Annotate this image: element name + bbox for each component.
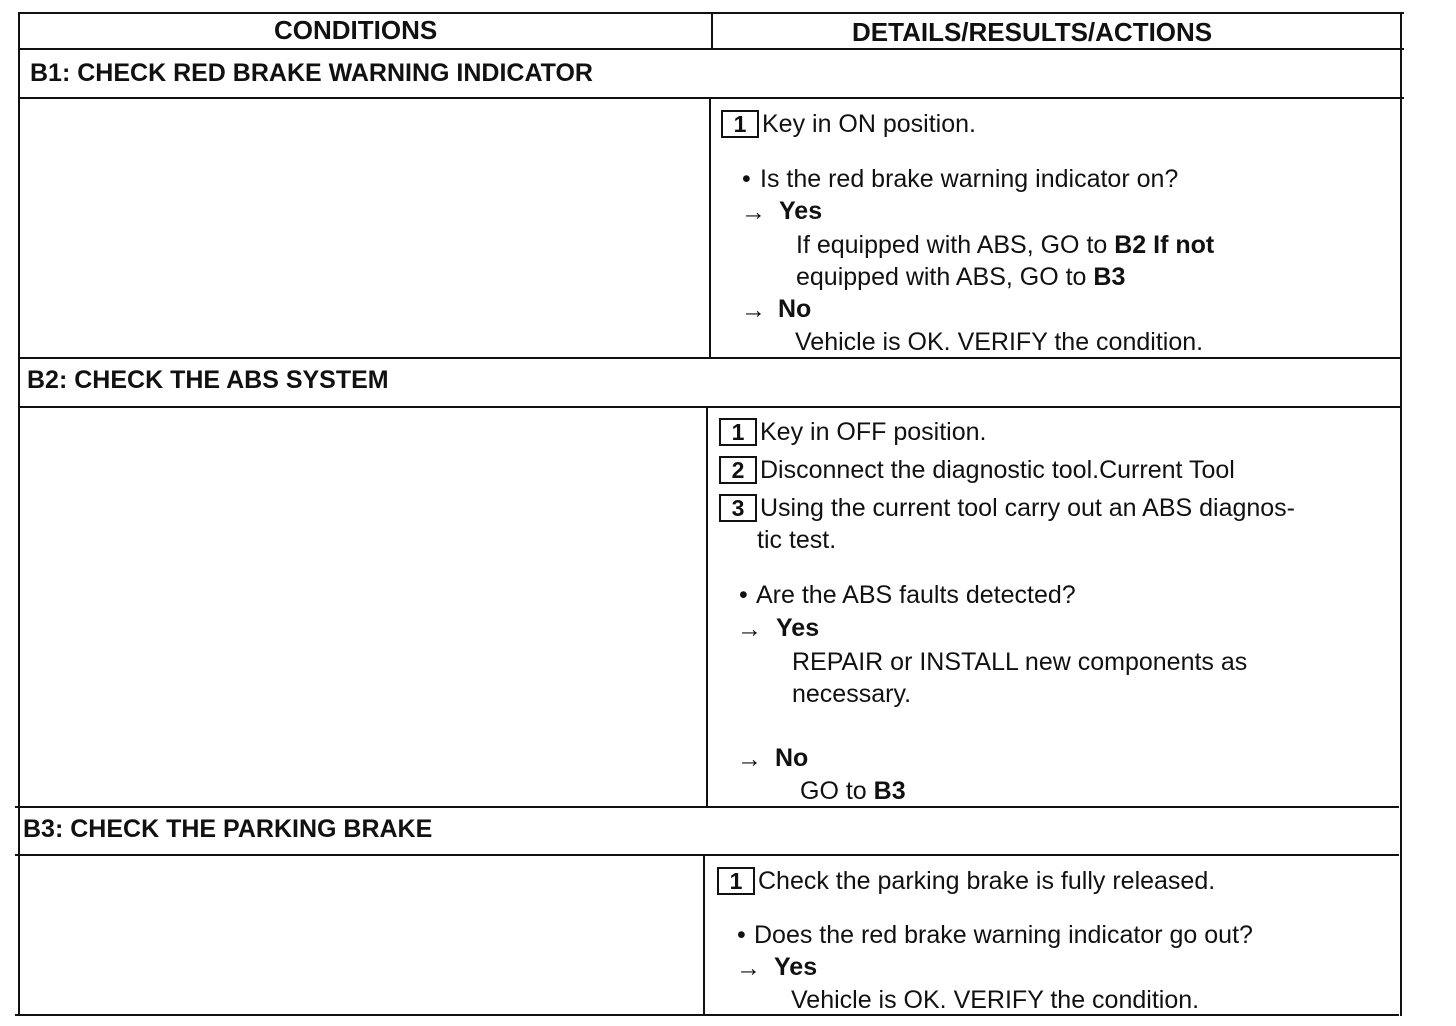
- step-number-box: 3: [719, 494, 757, 522]
- yes-label: Yes: [779, 197, 823, 225]
- rule-mid-b2: [706, 406, 708, 808]
- yes-action-text: If equipped with ABS, GO to: [796, 231, 1115, 259]
- rule-mid-b3: [703, 854, 705, 1016]
- step-text: Disconnect the diagnostic tool.Current Tool: [760, 456, 1235, 484]
- section-title-b2: B2: CHECK THE ABS SYSTEM: [27, 366, 389, 394]
- goto-ref: B3: [1093, 263, 1126, 291]
- column-header-conditions: CONDITIONS: [274, 15, 438, 45]
- bullet-icon: •: [742, 165, 751, 193]
- yes-label: Yes: [776, 614, 820, 642]
- question-text: Is the red brake warning indicator on?: [760, 165, 1179, 193]
- no-action-text: Vehicle is OK. VERIFY the condition.: [795, 328, 1204, 356]
- step-number-box: 2: [719, 456, 757, 484]
- arrow-right-icon: →: [737, 745, 762, 773]
- step-text: Check the parking brake is fully released.: [758, 867, 1216, 895]
- no-action-line: [800, 775, 906, 807]
- question-text: Are the ABS faults detected?: [756, 581, 1076, 609]
- no-action-text: GO to: [800, 777, 874, 805]
- no-label: No: [778, 295, 812, 323]
- step-text: Key in ON position.: [762, 110, 976, 138]
- step-text-continued: tic test.: [757, 526, 837, 554]
- section-title-b3: B3: CHECK THE PARKING BRAKE: [23, 815, 433, 843]
- yes-action-text: REPAIR or INSTALL new components as: [792, 648, 1248, 676]
- yes-action-text: necessary.: [792, 680, 912, 708]
- question-text: Does the red brake warning indicator go out?: [754, 921, 1253, 949]
- arrow-right-icon: →: [741, 296, 766, 324]
- rule-mid-header: [711, 12, 713, 50]
- goto-ref: B2: [1114, 231, 1147, 259]
- yes-action-line: [796, 261, 1125, 293]
- yes-action-text: equipped with ABS, GO to: [796, 263, 1094, 291]
- arrow-right-icon: →: [736, 954, 761, 982]
- section-title-b1: B1: CHECK RED BRAKE WARNING INDICATOR: [30, 59, 593, 87]
- rule-left: [18, 12, 20, 1016]
- step-number-box: 1: [721, 110, 759, 138]
- rule-b3-title-bottom: [15, 854, 1399, 856]
- yes-label: Yes: [774, 953, 818, 981]
- rule-mid-b1: [709, 97, 711, 359]
- yes-action-text: Vehicle is OK. VERIFY the condition.: [791, 986, 1200, 1014]
- arrow-right-icon: →: [737, 615, 762, 643]
- yes-action-text: If not: [1146, 231, 1215, 259]
- rule-right: [1400, 12, 1402, 1016]
- rule-b1-title-bottom: [20, 97, 1404, 99]
- column-header-details: DETAILS/RESULTS/ACTIONS: [852, 17, 1213, 47]
- bullet-icon: •: [737, 921, 746, 949]
- yes-action-line: [796, 229, 1214, 261]
- bullet-icon: •: [739, 581, 748, 609]
- goto-ref: B3: [873, 777, 906, 805]
- arrow-right-icon: →: [741, 198, 766, 226]
- step-number-box: 1: [717, 867, 755, 895]
- rule-b2-title-bottom: [18, 406, 1402, 408]
- step-text: Key in OFF position.: [760, 418, 987, 446]
- step-number-box: 1: [719, 418, 757, 446]
- no-label: No: [775, 744, 809, 772]
- step-text: Using the current tool carry out an ABS diagnos-: [760, 494, 1296, 522]
